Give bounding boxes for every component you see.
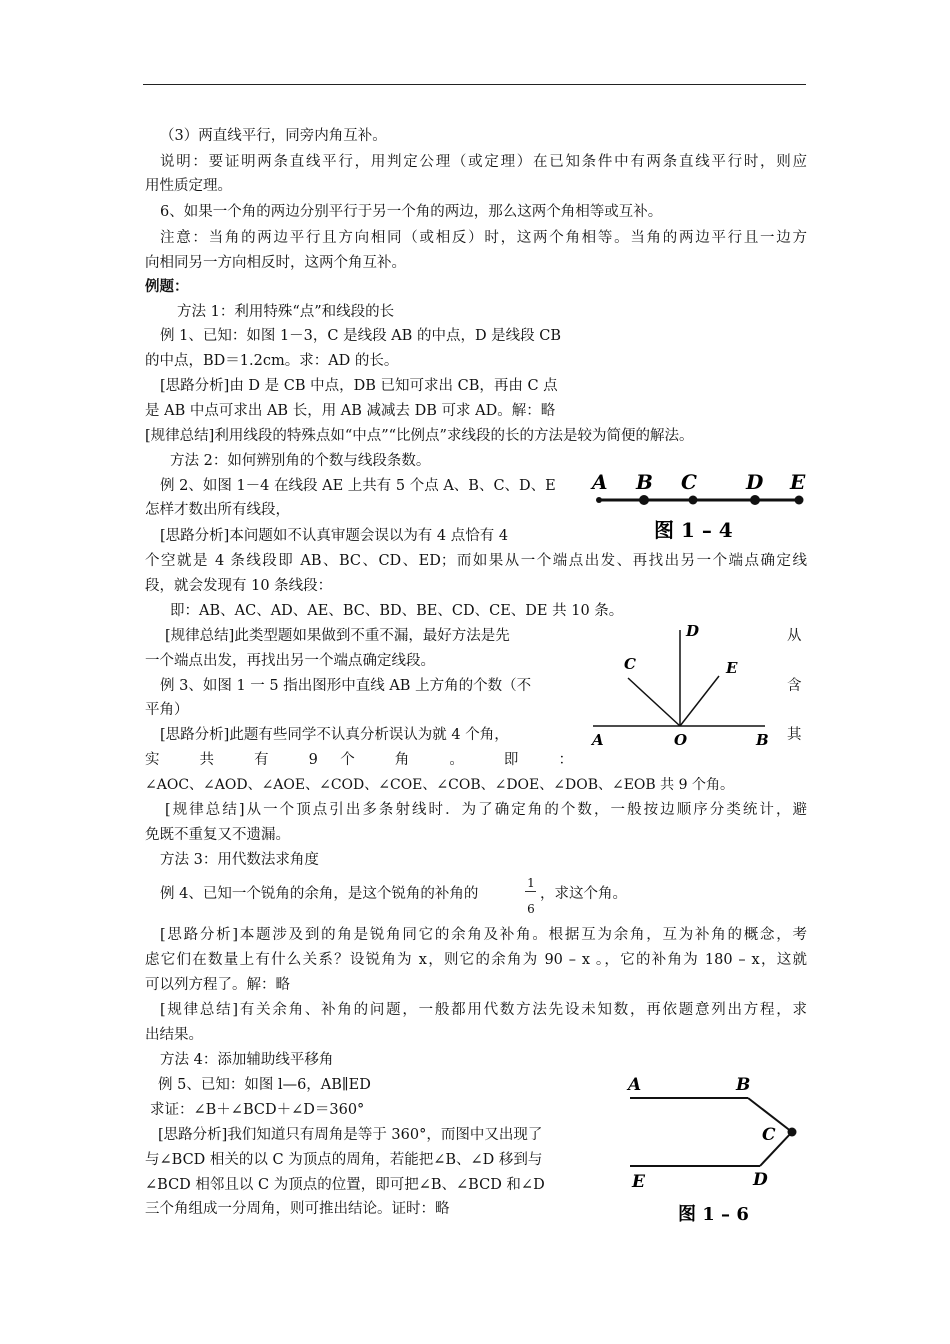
text-line: 含 — [787, 678, 802, 694]
method-heading: 方法 1：利用特殊“点”和线段的长 — [177, 304, 395, 320]
point-marker — [639, 495, 649, 505]
method-heading: 方法 4：添加辅助线平移角 — [160, 1052, 334, 1068]
text-line: ∠BCD 相邻且以 C 为顶点的位置，即可把∠B、∠BCD 和∠D — [145, 1177, 545, 1193]
point-label: D — [746, 470, 764, 494]
point-marker — [788, 1128, 797, 1137]
point-label: E — [632, 1172, 645, 1192]
text-line: 从 — [787, 628, 802, 644]
text-line: 例 2、如图 1－4 在线段 AE 上共有 5 个点 A、B、C、D、E — [160, 478, 556, 494]
point-label: C — [624, 655, 636, 673]
text-line: 向相同另一方向相反时，这两个角互补。 — [145, 255, 406, 271]
text-line: 用性质定理。 — [145, 178, 232, 194]
text-line: 6、如果一个角的两边分别平行于另一个角的两边，那么这两个角相等或互补。 — [160, 204, 663, 220]
point-marker — [795, 496, 804, 505]
text-line: 个空就是 4 条线段即 AB、BC、CD、ED；而如果从一个端点出发、再找出另一个端点确定线 — [145, 553, 807, 569]
text-line: 怎样才数出所有线段， — [145, 502, 290, 518]
point-label: C — [762, 1125, 776, 1145]
header-rule — [143, 84, 806, 85]
point-label: D — [686, 622, 700, 640]
point-label: B — [636, 470, 653, 494]
text-line: [规律总结]此类型题如果做到不重不漏，最好方法是先 — [165, 628, 510, 644]
point-label: A — [628, 1075, 642, 1095]
text-line: 一个端点出发，再找出另一个端点确定线段。 — [145, 653, 435, 669]
text-line: 可以列方程了。解：略 — [145, 977, 290, 993]
text-line: 的中点，BD＝1.2cm。求：AD 的长。 — [145, 353, 399, 369]
fraction-numerator: 1 — [527, 876, 535, 890]
fraction-denominator: 6 — [527, 902, 535, 916]
text-line: ，求这个角。 — [540, 886, 627, 902]
fraction-bar — [525, 891, 536, 892]
text-line: 与∠BCD 相关的以 C 为顶点的周角，若能把∠B、∠D 移到与 — [145, 1152, 543, 1168]
text-line: 是 AB 中点可求出 AB 长，用 AB 减减去 DB 可求 AD。解：略 — [145, 403, 556, 419]
figure-1-4 — [585, 465, 810, 545]
text-line: [思路分析]由 D 是 CB 中点，DB 已知可求出 CB，再由 C 点 — [160, 378, 558, 394]
point-label: A — [592, 731, 604, 749]
point-label: B — [756, 731, 769, 749]
text-line: [规律总结]从一个顶点引出多条射线时．为了确定角的个数，一般按边顺序分类统计，避 — [165, 802, 807, 818]
text-line: [思路分析]本问题如不认真审题会误以为有 4 点恰有 4 — [160, 528, 509, 544]
text-line: （3）两直线平行，同旁内角互补。 — [160, 128, 387, 144]
text-line: 其 — [787, 727, 802, 743]
figure-1-5 — [585, 620, 780, 750]
ray-oc — [628, 678, 680, 726]
text-line: 虑它们在数量上有什么关系？设锐角为 x，则它的余角为 90 – x 。，它的补角为 180 – x，这就 — [145, 952, 807, 968]
point-label: O — [674, 731, 688, 749]
text-line: [规律总结]有关余角、补角的问题，一般都用代数方法先设未知数，再依题意列出方程，求 — [160, 1002, 807, 1018]
point-marker — [596, 497, 602, 503]
text-line: [规律总结]利用线段的特殊点如“中点”“比例点”求线段的长的方法是较为简便的解法。 — [145, 428, 694, 444]
method-heading: 方法 2：如何辨别角的个数与线段条数。 — [170, 453, 431, 469]
point-marker — [750, 495, 760, 505]
text-line: 平角） — [145, 702, 189, 718]
point-label: C — [681, 470, 697, 494]
text-line: 免既不重复又不遗漏。 — [145, 827, 290, 843]
point-label: E — [726, 659, 738, 677]
figure-1-6 — [620, 1070, 815, 1230]
text-line: ∠AOC、∠AOD、∠AOE、∠COD、∠COE、∠COB、∠DOE、∠DOB、∠EOB 共 9 个角。 — [145, 777, 734, 793]
text-line: 三个角组成一分周角，则可推出结论。证时：略 — [145, 1201, 450, 1217]
text-line: 例 3、如图 1 一 5 指出图形中直线 AB 上方角的个数（不 — [160, 678, 532, 694]
text-line: 例 5、已知：如图 l—6，AB∥ED — [158, 1077, 371, 1093]
figure-caption: 图 1 – 6 — [678, 1204, 749, 1225]
text-line: 段，就会发现有 10 条线段： — [145, 578, 333, 594]
text-line: 求证：∠B＋∠BCD＋∠D＝360° — [150, 1102, 365, 1118]
point-label: E — [790, 470, 806, 494]
method-heading: 方法 3：用代数法求角度 — [160, 852, 319, 868]
point-marker — [689, 496, 698, 505]
text-line: 例 4、已知一个锐角的余角，是这个锐角的补角的 — [160, 886, 479, 902]
text-line: 说明：要证明两条直线平行，用判定公理（或定理）在已知条件中有两条直线平行时，则应 — [160, 154, 807, 170]
text-line: [思路分析]本题涉及到的角是锐角同它的余角及补角。根据互为余角，互为补角的概念，考 — [160, 927, 807, 943]
text-line: 例 1、已知：如图 1－3，C 是线段 AB 的中点，D 是线段 CB — [160, 328, 562, 344]
ray-oe — [680, 676, 719, 726]
text-line: 注意：当角的两边平行且方向相同（或相反）时，这两个角相等。当角的两边平行且一边方 — [160, 230, 807, 246]
point-label: D — [753, 1170, 768, 1190]
point-label: A — [592, 470, 608, 494]
text-line: 即：AB、AC、AD、AE、BC、BD、BE、CD、CE、DE 共 10 条。 — [170, 603, 624, 619]
text-line: [思路分析]此题有些同学不认真分析误认为就 4 个角， — [160, 727, 509, 743]
text-line: [思路分析]我们知道只有周角是等于 360°，而图中又出现了 — [158, 1127, 543, 1143]
section-heading: 例题： — [145, 278, 189, 295]
text-line: 实 共 有 9 个 角 。 即 ： — [145, 752, 573, 768]
figure-caption: 图 1 – 4 — [654, 518, 733, 542]
point-label: B — [736, 1075, 751, 1095]
text-line: 出结果。 — [145, 1027, 203, 1043]
